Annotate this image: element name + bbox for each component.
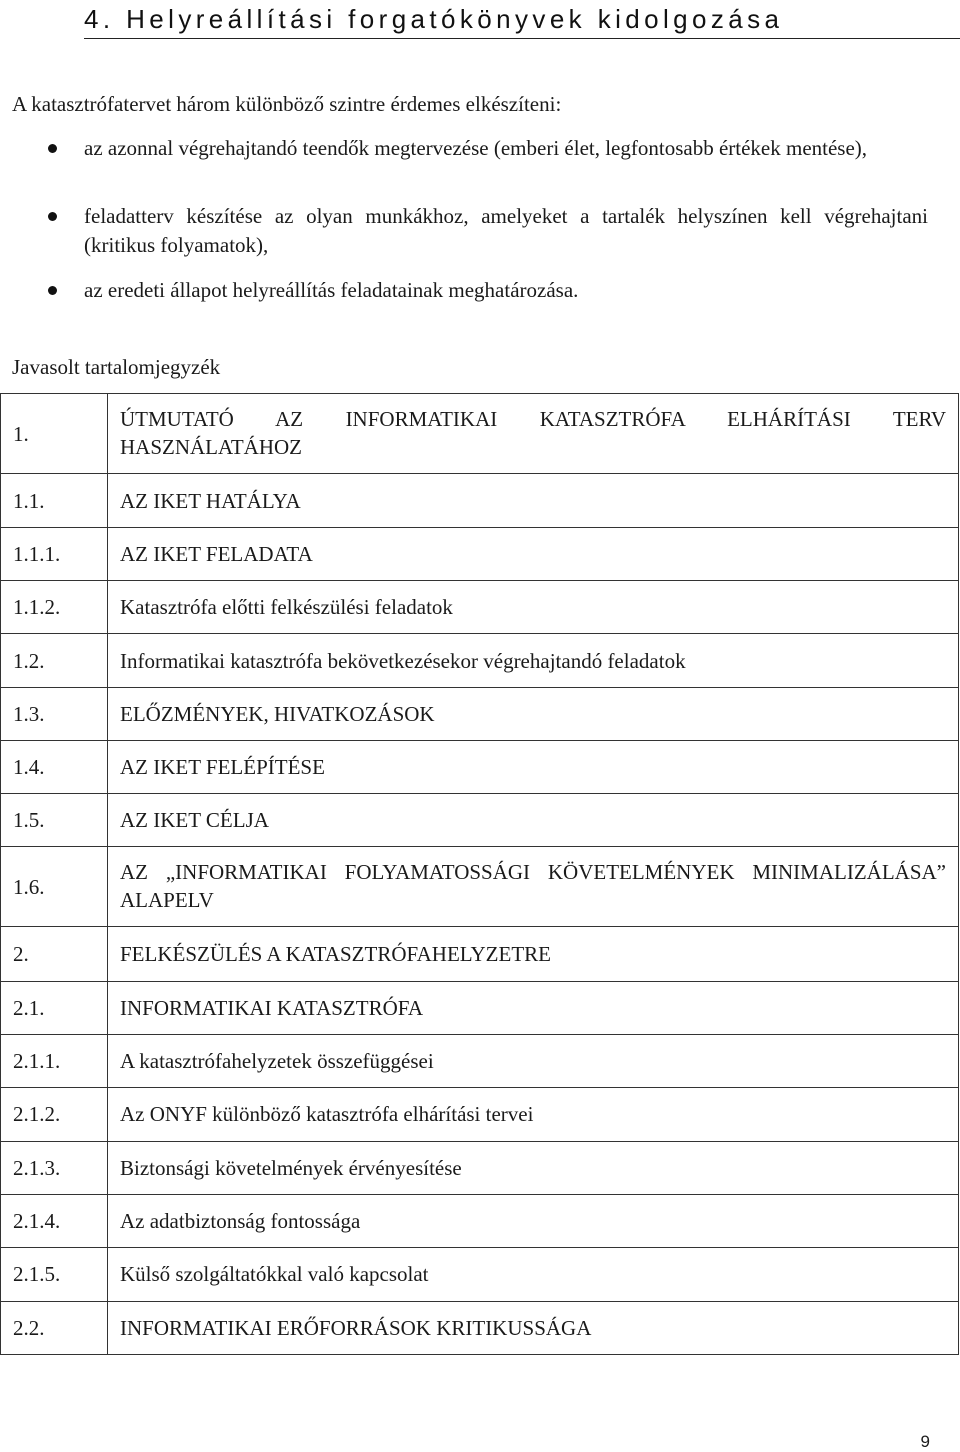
toc-text: A katasztrófahelyzetek összefüggései [108, 1034, 959, 1087]
toc-text: INFORMATIKAI ERŐFORRÁSOK KRITIKUSSÁGA [108, 1301, 959, 1354]
toc-text: Katasztrófa előtti felkészülési feladatok [108, 581, 959, 634]
toc-row [1, 981, 959, 1034]
toc-number: 2.1.2. [1, 1087, 108, 1141]
toc-text: Biztonsági követelmények érvényesítése [108, 1141, 959, 1194]
toc-row [1, 1194, 959, 1247]
toc-row [1, 581, 959, 634]
toc-number: 1.1.1. [1, 528, 108, 581]
bullet-text: az azonnal végrehajtandó teendők megtervezése (emberi élet, legfontosabb értékek mentése), [84, 136, 868, 160]
bullet-text: feladatterv készítése az olyan munkákhoz, amelyeket a tartalék helyszínen kell végrehajtani (kritikus folyamatok), [84, 204, 928, 257]
toc-number: 2.1.3. [1, 1141, 108, 1194]
toc-text: ÚTMUTATÓ AZ INFORMATIKAI KATASZTRÓFA ELHÁRÍTÁSI TERV HASZNÁLATÁHOZ [108, 394, 959, 474]
toc-text: ELŐZMÉNYEK, HIVATKOZÁSOK [108, 688, 959, 741]
toc-text: AZ IKET FELADATA [108, 528, 959, 581]
toc-row [1, 1087, 959, 1141]
page-header [84, 0, 960, 39]
toc-text: AZ IKET HATÁLYA [108, 474, 959, 528]
toc-row [1, 1141, 959, 1194]
toc-row [1, 927, 959, 981]
bullet-text: az eredeti állapot helyreállítás feladatainak meghatározása. [84, 278, 579, 302]
page-number: 9 [920, 1432, 930, 1451]
toc-row [1, 394, 959, 474]
toc-row [1, 528, 959, 581]
toc-text: AZ „INFORMATIKAI FOLYAMATOSSÁGI KÖVETELMÉNYEK MINIMALIZÁLÁSA” ALAPELV [108, 847, 959, 927]
toc-text: FELKÉSZÜLÉS A KATASZTRÓFAHELYZETRE [108, 927, 959, 981]
toc-number: 1. [1, 394, 108, 474]
toc-number: 1.5. [1, 794, 108, 847]
toc-row [1, 1034, 959, 1087]
toc-row [1, 1247, 959, 1301]
toc-text: AZ IKET FELÉPÍTÉSE [108, 741, 959, 794]
toc-number: 1.6. [1, 847, 108, 927]
toc-text: AZ IKET CÉLJA [108, 794, 959, 847]
bullet-icon [48, 212, 57, 221]
toc-number: 2.1. [1, 981, 108, 1034]
table-of-contents [0, 393, 959, 1355]
toc-number: 1.1. [1, 474, 108, 528]
toc-row [1, 1301, 959, 1354]
intro-paragraph: A katasztrófatervet három különböző szintre érdemes elkészíteni: [12, 92, 562, 116]
toc-text: INFORMATIKAI KATASZTRÓFA [108, 981, 959, 1034]
toc-text: Az adatbiztonság fontossága [108, 1194, 959, 1247]
toc-number: 1.3. [1, 688, 108, 741]
toc-number: 1.4. [1, 741, 108, 794]
toc-number: 2. [1, 927, 108, 981]
toc-number: 2.2. [1, 1301, 108, 1354]
toc-number: 2.1.4. [1, 1194, 108, 1247]
toc-number: 1.1.2. [1, 581, 108, 634]
toc-text: Az ONYF különböző katasztrófa elhárítási tervei [108, 1087, 959, 1141]
toc-text: Külső szolgáltatókkal való kapcsolat [108, 1247, 959, 1301]
bullet-icon [48, 286, 57, 295]
toc-row [1, 474, 959, 528]
toc-heading: Javasolt tartalomjegyzék [12, 355, 221, 379]
toc-row [1, 688, 959, 741]
toc-row [1, 634, 959, 688]
toc-text: Informatikai katasztrófa bekövetkezésekor végrehajtandó feladatok [108, 634, 959, 688]
toc-number: 2.1.1. [1, 1034, 108, 1087]
toc-number: 2.1.5. [1, 1247, 108, 1301]
toc-row [1, 794, 959, 847]
page-title: 4. Helyreállítási forgatókönyvek kidolgozása [84, 4, 784, 34]
toc-row [1, 847, 959, 927]
toc-number: 1.2. [1, 634, 108, 688]
bullet-icon [48, 144, 57, 153]
toc-row [1, 741, 959, 794]
